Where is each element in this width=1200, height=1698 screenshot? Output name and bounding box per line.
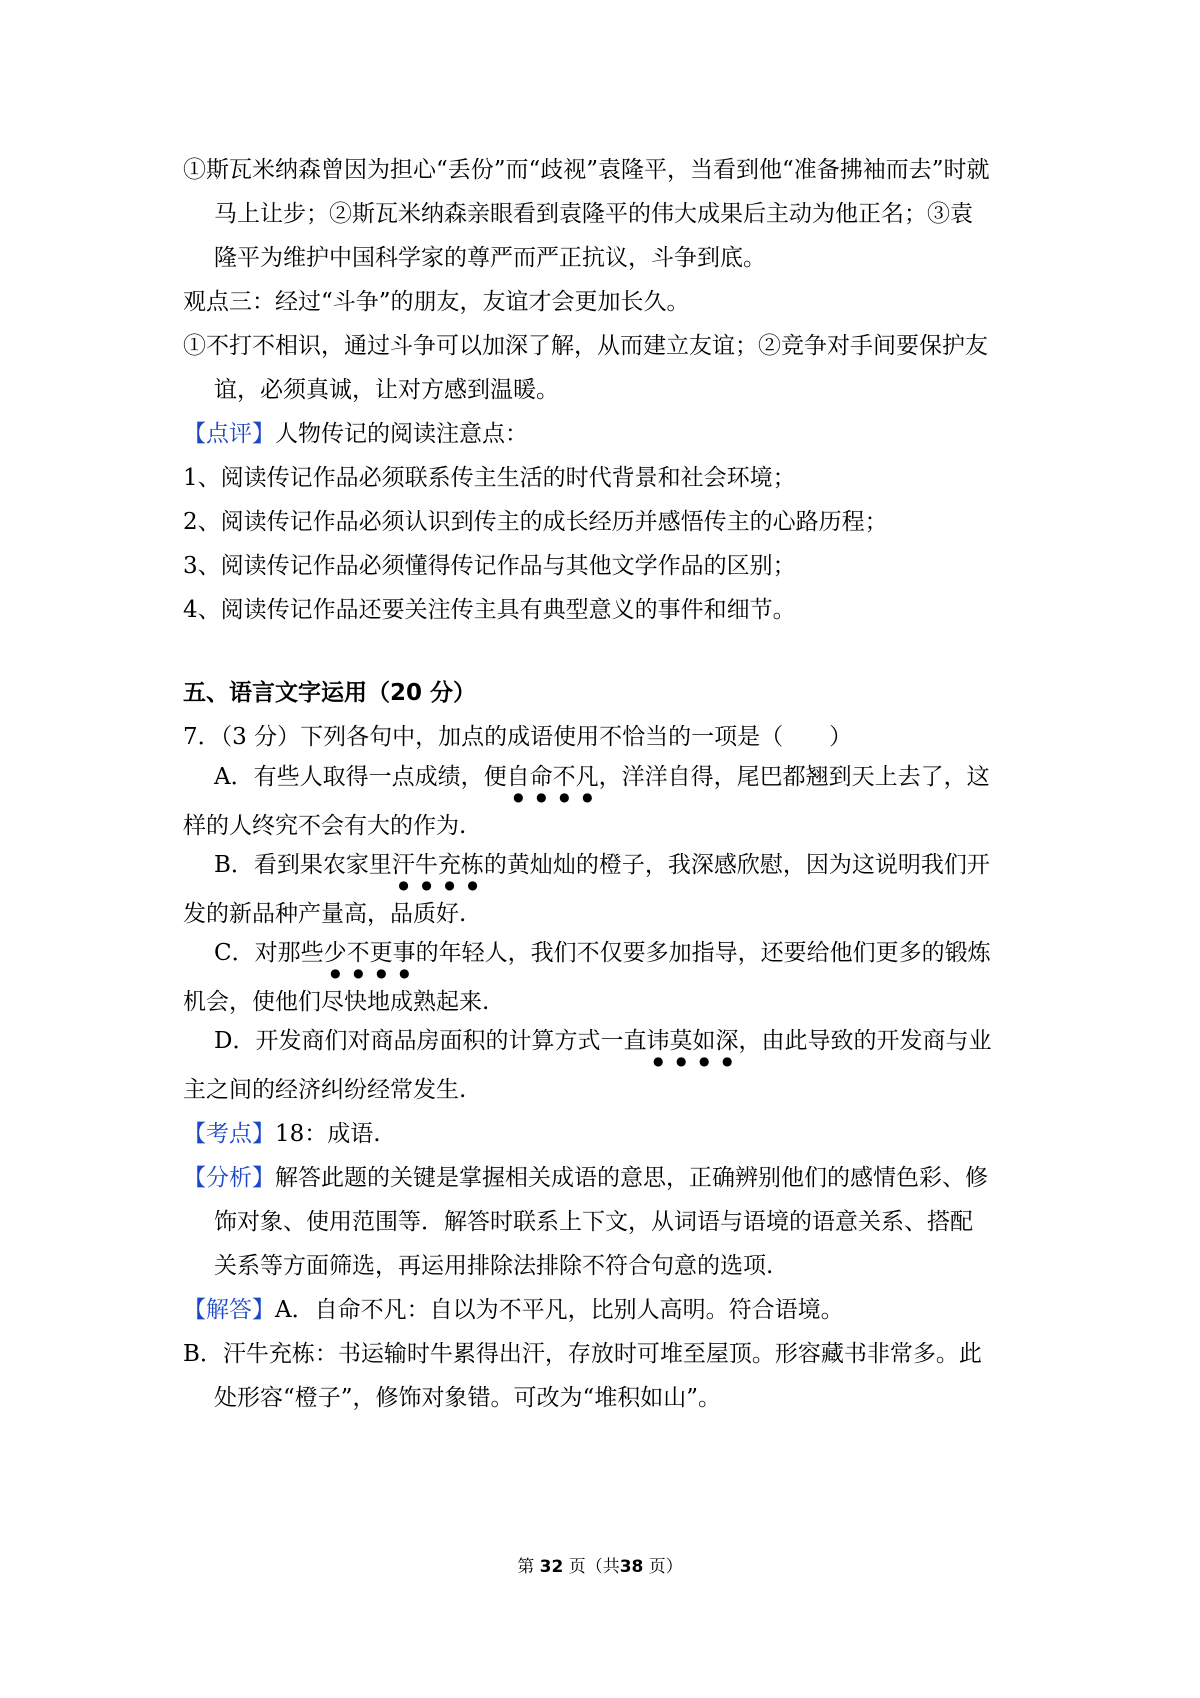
option-text: D．开发商们对商品房面积的计算方式一直 xyxy=(214,1028,647,1054)
text-line: B．汗牛充栋：书运输时牛累得出汗，存放时可堆至屋顶。形容藏书非常多。此 xyxy=(183,1341,982,1367)
page-footer xyxy=(0,1556,1200,1578)
dotted-idiom: 少不更事 xyxy=(323,940,416,966)
fenxi-line xyxy=(183,1162,1033,1194)
option-text: 的黄灿灿的橙子，我深感欣慰，因为这说明我们开 xyxy=(483,852,990,878)
review-text: 人物传记的阅读注意点： xyxy=(275,421,528,447)
review-point: 3、阅读传记作品必须懂得传记作品与其他文学作品的区别； xyxy=(183,553,796,579)
option-d xyxy=(214,1025,1064,1068)
footer-text: 页） xyxy=(648,1557,683,1577)
option-c xyxy=(214,937,1064,980)
option-a xyxy=(214,761,1064,804)
text-line: ①不打不相识，通过斗争可以加深了解，从而建立友谊；②竞争对手间要保护友 xyxy=(183,333,988,359)
jieda-text: A．自命不凡：自以为不平凡，比别人高明。符合语境。 xyxy=(275,1297,844,1323)
option-text: 的年轻人，我们不仅要多加指导，还要给他们更多的锻炼 xyxy=(415,940,991,966)
footer-text: 页（共 xyxy=(568,1557,620,1577)
option-text: ，由此导致的开发商与业 xyxy=(738,1028,992,1054)
fenxi-tag: 【分析】 xyxy=(183,1165,275,1191)
option-d-continued: 主之间的经济纠纷经常发生. xyxy=(183,1077,467,1103)
review-point: 1、阅读传记作品必须联系传主生活的时代背景和社会环境； xyxy=(183,465,796,491)
footer-text: 第 xyxy=(517,1557,535,1577)
text-line: 谊，必须真诚，让对方感到温暖。 xyxy=(214,377,559,403)
dotted-idiom: 汗牛充栋 xyxy=(391,852,484,878)
text-line: 马上让步；②斯瓦米纳森亲眼看到袁隆平的伟大成果后主动为他正名；③袁 xyxy=(214,201,973,227)
jieda-line xyxy=(183,1294,1033,1326)
option-a-continued: 样的人终究不会有大的作为. xyxy=(183,813,467,839)
page-number: 32 xyxy=(539,1557,564,1577)
kaodian-tag: 【考点】 xyxy=(183,1121,275,1147)
viewpoint-three: 观点三：经过“斗争”的朋友，友谊才会更加长久。 xyxy=(183,289,690,315)
review-point: 4、阅读传记作品还要关注传主具有典型意义的事件和细节。 xyxy=(183,597,796,623)
text-line: 关系等方面筛选，再运用排除法排除不符合句意的选项. xyxy=(214,1253,774,1279)
dotted-idiom: 自命不凡 xyxy=(506,764,599,790)
option-text: A．有些人取得一点成绩，便 xyxy=(214,764,507,790)
review-line xyxy=(183,418,1033,450)
section-title: 五、语言文字运用（20 分） xyxy=(183,680,477,706)
text-line: ①斯瓦米纳森曾因为担心“丢份”而“歧视”袁隆平，当看到他“准备拂袖而去”时就 xyxy=(183,157,990,183)
fenxi-text: 解答此题的关键是掌握相关成语的意思，正确辨别他们的感情色彩、修 xyxy=(275,1165,988,1191)
option-text: ，洋洋自得，尾巴都翘到天上去了，这 xyxy=(598,764,990,790)
text-line: 饰对象、使用范围等．解答时联系上下文，从词语与语境的语意关系、搭配 xyxy=(214,1209,973,1235)
option-b-continued: 发的新品种产量高，品质好. xyxy=(183,901,467,927)
review-tag: 【点评】 xyxy=(183,421,275,447)
kaodian-line xyxy=(183,1118,1033,1150)
text-line: 隆平为维护中国科学家的尊严而严正抗议，斗争到底。 xyxy=(214,245,766,271)
option-text: C．对那些 xyxy=(214,940,324,966)
question-7: 7．（3 分）下列各句中，加点的成语使用不恰当的一项是（ ） xyxy=(183,724,853,750)
jieda-tag: 【解答】 xyxy=(183,1297,275,1323)
option-c-continued: 机会，使他们尽快地成熟起来. xyxy=(183,989,490,1015)
text-line: 处形容“橙子”，修饰对象错。可改为“堆积如山”。 xyxy=(214,1385,722,1411)
option-text: B．看到果农家里 xyxy=(214,852,392,878)
kaodian-text: 18：成语. xyxy=(275,1121,381,1147)
dotted-idiom: 讳莫如深 xyxy=(646,1028,739,1054)
option-b xyxy=(214,849,1064,892)
review-point: 2、阅读传记作品必须认识到传主的成长经历并感悟传主的心路历程； xyxy=(183,509,888,535)
total-pages: 38 xyxy=(619,1557,644,1577)
